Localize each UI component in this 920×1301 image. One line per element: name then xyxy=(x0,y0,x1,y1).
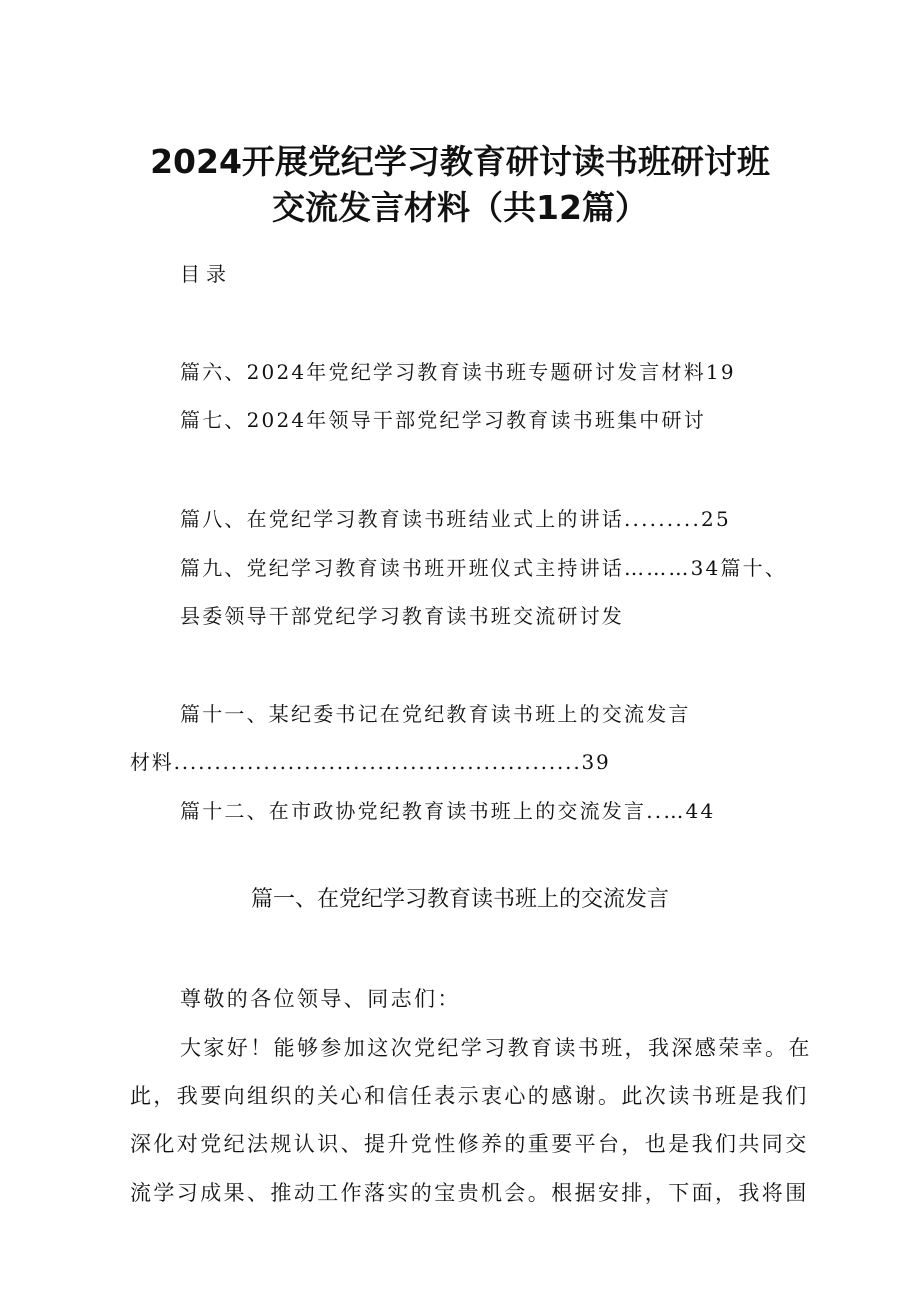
body-paragraph-line: 流学习成果、推动工作落实的宝贵机会。根据安排，下面，我将围 xyxy=(130,1181,809,1205)
toc-entry-7: 篇七、2024年领导干部党纪学习教育读书班集中研讨 xyxy=(180,408,706,432)
toc-heading: 目录 xyxy=(180,262,232,286)
toc-entry-9: 篇九、党纪学习教育读书班开班仪式主持讲话………34篇十、 xyxy=(180,556,788,580)
document-title-line-2: 交流发言材料（共12篇） xyxy=(272,188,648,227)
body-paragraph-line: 大家好！能够参加这次党纪学习教育读书班，我深感荣幸。在 xyxy=(180,1036,812,1060)
section-title: 篇一、在党纪学习教育读书班上的交流发言 xyxy=(250,887,669,912)
toc-entry-11: 篇十一、某纪委书记在党纪教育读书班上的交流发言 xyxy=(180,702,691,726)
document-title-line-1: 2024开展党纪学习教育研讨读书班研讨班 xyxy=(150,142,770,181)
toc-entry-10-cont: 县委领导干部党纪学习教育读书班交流研讨发 xyxy=(180,604,624,628)
toc-entry-8: 篇八、在党纪学习教育读书班结业式上的讲话.........25 xyxy=(180,507,731,531)
body-paragraph-line: 深化对党纪法规认识、提升党性修养的重要平台，也是我们共同交 xyxy=(130,1132,809,1156)
toc-entry-11-cont: 材料..................................................39 xyxy=(130,750,611,774)
toc-entry-6: 篇六、2024年党纪学习教育读书班专题研讨发言材料19 xyxy=(180,360,736,384)
body-paragraph-line: 此，我要向组织的关心和信任表示衷心的感谢。此次读书班是我们 xyxy=(130,1084,809,1108)
salutation: 尊敬的各位领导、同志们： xyxy=(180,987,461,1011)
toc-entry-12: 篇十二、在市政协党纪教育读书班上的交流发言..…44 xyxy=(180,799,716,823)
